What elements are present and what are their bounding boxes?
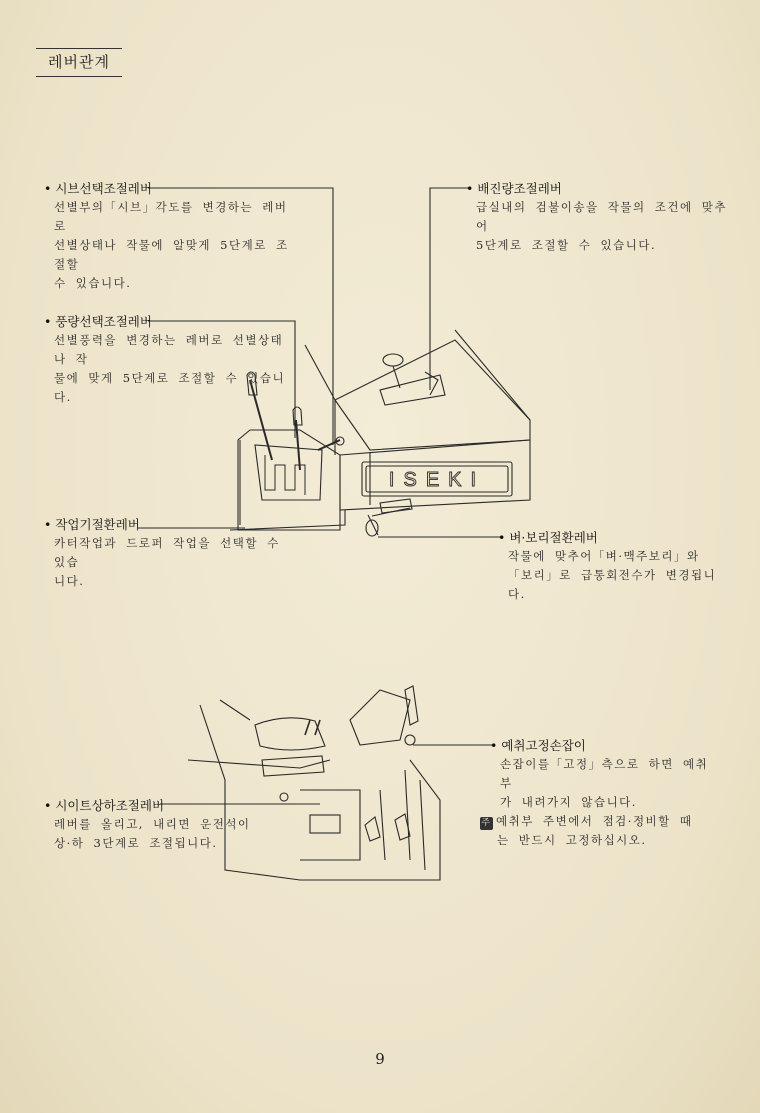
rice-barley-lever-line: 작물에 맞추어「벼·맥주보리」와 <box>508 549 700 563</box>
sieve-lever-line: 수 있습니다. <box>54 276 132 290</box>
reaper-lock-note-line: 예취부 주변에서 점검·정비할 때 <box>496 814 693 828</box>
seat-lever-line: 상·하 3단계로 조절됩니다. <box>54 836 218 850</box>
wind-lever-line: 물에 맞게 5단계로 조절할 수 있습니다. <box>54 371 286 404</box>
rice-barley-lever-line: 「보리」로 급통회전수가 변경됩니 <box>508 568 717 582</box>
sieve-lever-line: 선별부의「시브」각도를 변경하는 레버로 <box>54 200 288 233</box>
page-number: 9 <box>375 1050 385 1068</box>
feed-lever-line: 5단계로 조절할 수 있습니다. <box>476 238 657 252</box>
clutch-lever-line: 카터작업과 드로퍼 작업을 선택할 수 있습 <box>54 536 280 569</box>
clutch-lever-line: 니다. <box>54 574 85 588</box>
annotation-reaper-lock <box>481 736 720 850</box>
annotation-rice-barley-lever <box>498 528 718 604</box>
seat-lever-title: • 시이트상하조절레버 <box>44 796 274 815</box>
reaper-lock-line: 가 내려가지 않습니다. <box>500 795 637 809</box>
annotation-seat-lever <box>44 796 274 853</box>
reaper-lock-line: 손잡이를「고정」측으로 하면 예취부 <box>500 757 709 790</box>
annotation-sieve-lever <box>44 179 294 293</box>
feed-lever-line: 급실내의 검불이송을 작물의 조건에 맞추어 <box>476 200 727 233</box>
reaper-lock-title: • 예취고정손잡이 <box>490 736 720 755</box>
annotation-clutch-lever <box>44 515 294 591</box>
rice-barley-lever-line: 다. <box>508 587 526 601</box>
reaper-lock-note-line: 는 반드시 고정하십시오. <box>497 833 647 847</box>
clutch-lever-title: • 작업기절환레버 <box>44 515 294 534</box>
caution-icon: 주 <box>481 818 492 828</box>
wind-lever-title: • 풍량선택조절레버 <box>44 312 294 331</box>
feed-lever-title: • 배진량조절레버 <box>466 179 736 198</box>
sieve-lever-title: • 시브선택조절레버 <box>44 179 294 198</box>
rice-barley-lever-title: • 벼·보리절환레버 <box>498 528 718 547</box>
annotation-wind-lever <box>44 312 294 407</box>
seat-lever-line: 레버를 올리고, 내리면 운전석이 <box>54 817 251 831</box>
section-title: 레버관계 <box>36 48 122 77</box>
sieve-lever-line: 선별상태나 작물에 알맞게 5단계로 조절할 <box>54 238 289 271</box>
wind-lever-line: 선별풍력을 변경하는 레버로 선별상태나 작 <box>54 333 284 366</box>
iseki-badge: ISEKI <box>388 469 486 491</box>
annotation-feed-lever <box>466 179 736 255</box>
